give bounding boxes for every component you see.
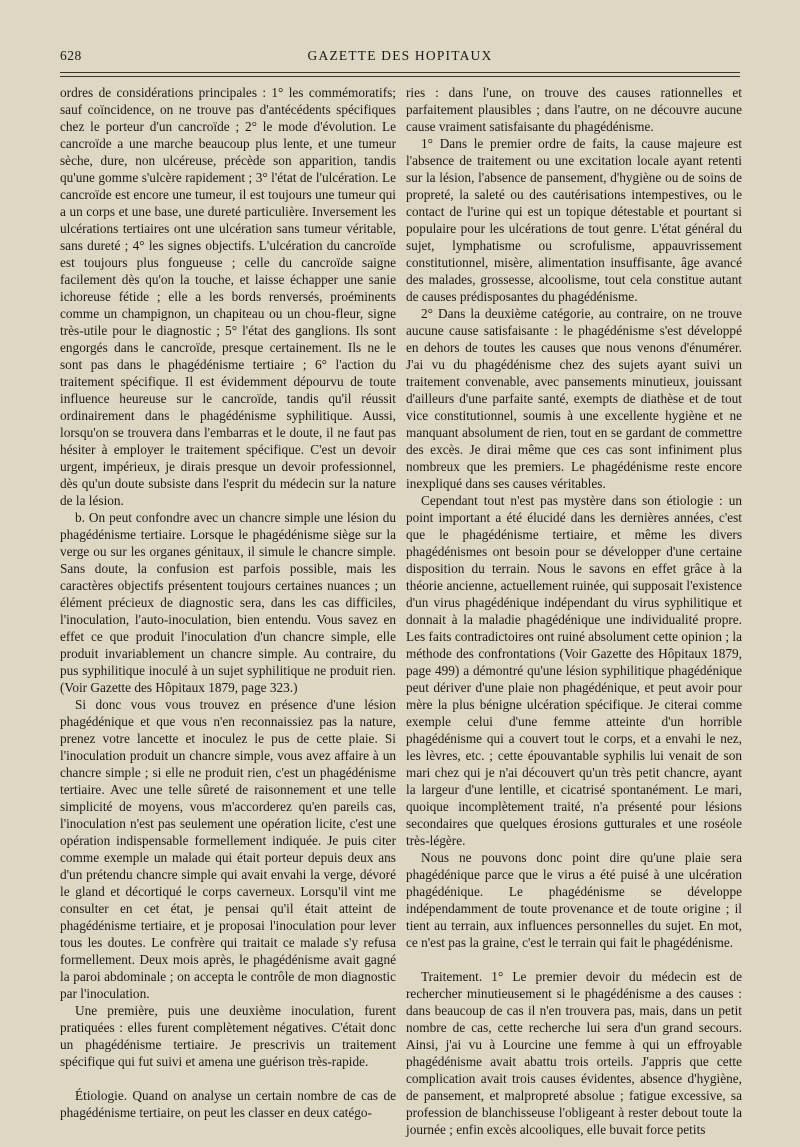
paragraph-premier-ordre: 1° Dans le premier ordre de faits, la cause majeure est l'absence de traitement ou une excitation locale ayant retenti sur la lésion, l'absence de pansement, d'hygiène ou de soins de propreté, la saleté ou des cautérisations intempestives, ou le contact de l'urine qui est un topique détestable et pourtant si populaire pour les ulcérations de tout genre. L'état général du sujet, lymphatisme ou scrofulisme, appauvrissement constitutionnel, misère, alimentation insuffisante, âge avancé des malades, grossesse, alcoolisme, tout cela constitue autant de causes prédisposantes du phagédénisme.	[406, 136, 742, 304]
page-number: 628	[60, 48, 82, 63]
left-column	[60, 84, 396, 1124]
paragraph-diagnostic-cancroide: ordres de considérations principales : 1° les commémoratifs; sauf coïncidence, on ne trouve pas d'antécédents spécifiques chez le porteur d'un cancroïde ; 2° le mode d'évolution. Le cancroïde a une marche beaucoup plus lente, et une tumeur sèche, dure, non ulcéreuse, précède son apparition, tandis qu'une gomme s'ulcère rapidement ; 3° l'état de l'ulcération. Le cancroïde est encore une tumeur, il est toujours une tumeur qui a un corps et une base, une dureté particulière. Inversement les ulcérations tertiaires ont une ulcération sans tumeur véritable, sans dureté ; 4° les signes objectifs. L'ulcération du cancroïde est toujours plus fongueuse ; celle du cancroïde saigne facilement dès qu'on la touche, et laisse échapper une sanie ichoreuse fétide ; elle a les bords renversés, proéminents comme un champignon, un chapiteau ou un chou-fleur, signe très-utile pour le diagnostic ; 5° l'état des ganglions. Ils sont engorgés dans le cancroïde, presque certainement. Ils ne le sont pas dans le phagédénisme tertiaire ; 6° l'action du traitement spécifique. Il est évidemment dépourvu de toute influence heureuse sur le cancroïde, tandis qu'il réussit ordinairement dans le phagédénisme syphilitique. Aussi, lorsqu'on se trouvera dans l'embarras et le doute, il ne faut pas hésiter à employer le traitement spécifique. C'est un devoir urgent, impérieux, je dirais presque un devoir professionnel, dès qu'un doute subsiste dans l'esprit du médecin sur la nature de la lésion.	[60, 85, 396, 508]
header-rule-bottom	[60, 76, 740, 77]
paragraph-categories: ries : dans l'une, on trouve des causes rationnelles et parfaitement plausibles ; dans l'autre, on ne découvre aucune cause vraiment satisfaisante du phagédénisme.	[406, 85, 742, 134]
header-rule-top	[60, 72, 740, 73]
paragraph-etiologie: Étiologie. Quand on analyse un certain nombre de cas de phagédénisme tertiaire, on peut les classer en deux catégo-	[60, 1088, 396, 1120]
paragraph-traitement: Traitement. 1° Le premier devoir du médecin est de rechercher minutieusement si le phagédénisme a des causes : dans beaucoup de cas il n'en trouvera pas, mais, dans un petit nombre de cas, cette recherche lui sera d'un grand secours. Ainsi, j'ai vu à Lourcine une femme à qui un effroyable phagédénisme avait abattu trois orteils. J'appris que cette complication avait trois causes évidentes, absence d'hygiène, de pansement, et malpropreté absolue ; fatigue excessive, sa profession de blanchisseuse l'obligeant à rester debout toute la journée ; enfin excès alcooliques, elle buvait force petits	[406, 969, 742, 1137]
running-header	[60, 44, 740, 68]
right-column	[406, 84, 742, 1137]
paragraph-terrain: Cependant tout n'est pas mystère dans son étiologie : un point important a été élucidé dans les dernières années, c'est que le phagédénisme tertiaire, et même les divers phagédénismes ont besoin pour se développer d'une certaine disposition du terrain. Nous le savons en effet grâce à la théorie ancienne, actuellement ruinée, qui supposait l'existence d'un virus phagédénique indépendant du virus syphilitique et donnait à la maladie phagédénique une individualité propre. Les faits contradictoires ont ruiné absolument cette opinion ; la méthode des confrontations (Voir Gazette des Hôpitaux 1879, page 499) a démontré qu'une lésion syphilitique phagédénique peut dériver d'une plaie non phagédénique, et peut avoir pour mère la plus bénigne ulcération spécifique. Je citerai comme exemple celui d'une femme atteinte d'un horrible phagédénisme qui a couvert tout le corps, et a envahi le nez, les lèvres, etc. ; cette épouvantable syphilis lui venait de son mari chez qui je n'ai découvert qu'un très petit chancre, ayant la largeur d'une lentille, et cicatrisé spontanément. Le mari, quoique incomplètement traité, n'a présenté pour lésions secondaires que quelques érosions gutturales et une roséole très-légère.	[406, 493, 742, 848]
paragraph-resultat-inoculation: Une première, puis une deuxième inoculation, furent pratiquées : elles furent complètement négatives. C'était donc un phagédénisme tertiaire. Je prescrivis un traitement spécifique qui fut suivi et amena une guérison très-rapide.	[60, 1003, 396, 1069]
paragraph-conclusion-terrain: Nous ne pouvons donc point dire qu'une plaie sera phagédénique parce que le virus a été puisé à une ulcération phagédénique. Le phagédénisme se développe indépendamment de toute provenance et de toute origine ; il tient au terrain, aux influences personnelles du sujet. En mot, ce n'est pas la graine, c'est le terrain qui fait le phagédénisme.	[406, 850, 742, 950]
paragraph-inoculation: Si donc vous vous trouvez en présence d'une lésion phagédénique et que vous n'en reconnaissiez pas la nature, prenez votre lancette et inoculez le pus de cette plaie. Si l'inoculation produit un chancre simple, vous avez affaire à un chancre simple ; si elle ne produit rien, c'est un phagédénisme tertiaire. Avec une telle sûreté de raisonnement et une telle simplicité de moyens, vous m'accorderez qu'en pareils cas, l'inoculation n'est pas seulement une opération licite, c'est une opération indispensable formellement indiquée. Je puis citer comme exemple un malade qui était porteur depuis deux ans d'un prétendu chancre simple qui avait envahi la verge, dévoré le gland et décortiqué le corps caverneux. Lorsqu'il vint me consulter en cet état, je pensai qu'il était atteint de phagédénisme tertiaire, et je proposai l'inoculation pour lever tous les doutes. Le confrère qui traitait ce malade s'y refusa formellement. Deux mois après, le phagédénisme avait gagné la paroi abdominale ; on accepta le contrôle de mon diagnostic par l'inoculation.	[60, 697, 396, 1001]
paragraph-deuxieme-categorie: 2° Dans la deuxième catégorie, au contraire, on ne trouve aucune cause satisfaisante : le phagédénisme s'est développé en dehors de toutes les causes que nous venons d'énumérer. J'ai vu du phagédénisme chez des sujets ayant suivi un traitement convenable, avec pansements minutieux, jouissant d'ailleurs d'une parfaite santé, exempts de diathèse et de tout vice constitutionnel, soumis à une excellente hygiène et ne manquant absolument de rien, tout en se gardant de commettre des excès. Je dirai même que ces cas sont infiniment plus nombreux que les premiers. Le phagédénisme reste encore inexpliqué dans ses causes véritables.	[406, 306, 742, 491]
paragraph-chancre-simple: b. On peut confondre avec un chancre simple une lésion du phagédénisme tertiaire. Lorsque le phagédénisme siège sur la verge ou sur les organes génitaux, il simule le chancre simple. Sans doute, la confusion est parfois possible, mais les caractères objectifs présentent toujours certaines nuances ; un élément précieux de diagnostic sera, dans les cas difficiles, l'inoculation, l'auto-inoculation, bien entendu. Vous savez en effet ce que produit l'inoculation d'un chancre simple, elle produit invariablement un chancre simple. Au contraire, du pus syphilitique inoculé à un sujet syphilitique ne produit rien. (Voir Gazette des Hôpitaux 1879, page 323.)	[60, 510, 396, 695]
journal-title: GAZETTE DES HOPITAUX	[307, 48, 493, 63]
